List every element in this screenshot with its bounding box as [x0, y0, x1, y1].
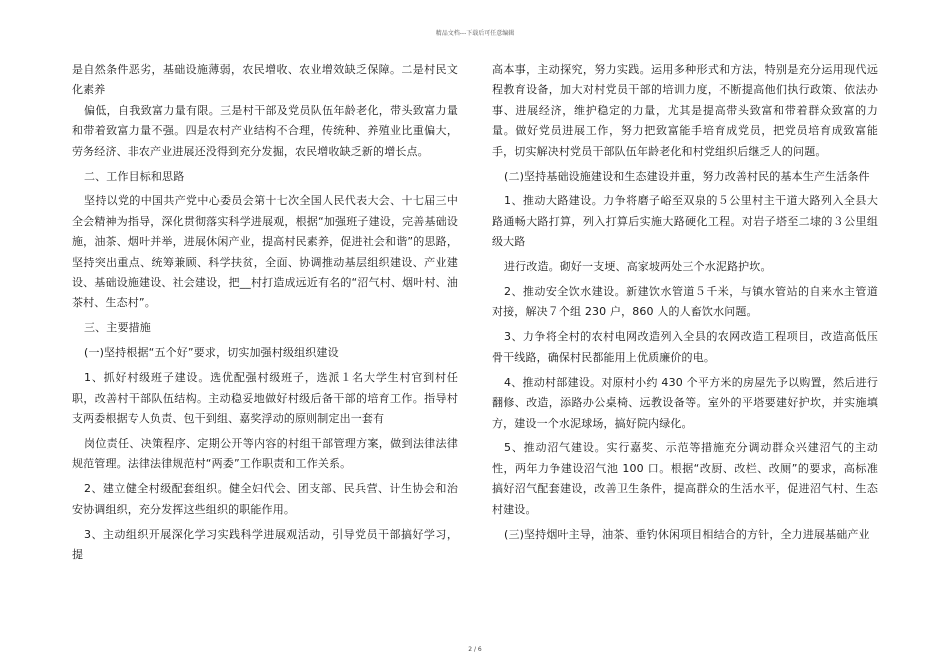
paragraph: 1、推动大路建设。力争将磨子峪至双泉的５公里村主干道大路列入全县大路通畅大路打算，列入打算后实施大路硬化工程。对岩子塔至二埭的３公里组级大路	[492, 194, 878, 249]
page-number: 2 / 6	[468, 646, 482, 653]
page-header: 精品文档---下载后可任意编辑	[435, 30, 515, 37]
paragraph: 2、建立健全村级配套组织。健全妇代会、团支部、民兵营、计生协会和治安协调组织，充分发挥这些组织的职能作用。	[72, 482, 458, 516]
paragraph: 3、力争将全村的农村电网改造列入全县的农网改造工程项目，改造高低压骨干线路，确保村民都能用上优质廉价的电。	[492, 330, 878, 364]
paragraph: 2、推动安全饮水建设。新建饮水管道５千米，与镇水管站的自来水主管道对接，解决７个组 230 户，860 人的人畜饮水问题。	[492, 285, 878, 319]
paragraph: 岗位责任、决策程序、定期公开等内容的村组干部管理方案，做到法律法律规范管理。法律法律规范村“两委”工作职责和工作关系。	[72, 436, 458, 471]
section-heading: 二、工作目标和思路	[84, 169, 185, 183]
section-heading: 三、主要措施	[84, 321, 151, 335]
paragraph: 是自然条件恶劣，基础设施薄弱，农民增收、农业增效缺乏保障。二是村民文化素养	[72, 63, 458, 97]
paragraph: 高本事，主动探究，努力实践。运用多种形式和方法，特别是充分运用现代远程教育设备，加大对村党员干部的培训力度，不断提高他们执行政策、依法办事、进展经济，维护稳定的力量，尤其是提高带头致富和带着群众致富的力量。做好党员进展工作，努力把致富能手培育成党员，把党员培育成致富能手，切实解决村党员干部队伍年龄老化和村党组织后继乏人的问题。	[492, 63, 878, 158]
paragraph: 5、推动沼气建设。实行嘉奖、示范等措施充分调动群众兴建沼气的主动性，两年力争建设沼气池 100 口。根据“改厨、改栏、改厕”的要求，高标准搞好沼气配套建设，改善卫生条件，提高群众的生活水平，促进沼气村、生态村建设。	[492, 441, 878, 516]
paragraph: 4、推动村部建设。对原村小约 430 个平方米的房屋先予以购置，然后进行翻修、改造，添路办公桌椅、远教设备等。室外的平塔要建好护坎，并实施填方，建设一个水泥球场，搞好院内绿化。	[492, 375, 878, 430]
paragraph: 坚持以党的中国共产党中心委员会第十七次全国人民代表大会、十七届三中全会精神为指导，深化贯彻落实科学进展观，根据“加强班子建设，完善基础设施，油茶、烟叶并举，进展休闲产业，提高村民素养，促进社会和谐”的思路，坚持突出重点、统筹兼顾、科学扶贫，全面、协调推动基层组织建设、产业建设、基础设施建设、社会建设，把__村打造成远近有名的“沼气村、烟叶村、油茶村、生态村”。	[72, 194, 458, 310]
subsection-heading: (二)坚持基础设施建设和生态建设并重，努力改善村民的基本生产生活条件	[504, 169, 870, 183]
paragraph: 偏低，自我致富力量有限。三是村干部及党员队伍年龄老化，带头致富力量和带着致富力量不强。四是农村产业结构不合理，传统种、养殖业比重偏大，劳务经济、非农产业进展还没得到充分发掘，农民增收缺乏新的增长点。	[72, 103, 458, 158]
paragraph: 1、抓好村级班子建设。选优配强村级班子，选派１名大学生村官到村任职，改善村干部队伍结构。主动稳妥地做好村级后备干部的培育工作。指导村支两委根据专人负责、包干到组、嘉奖浮动的原则制定出一套有	[72, 371, 458, 425]
subsection-heading: (三)坚持烟叶主导，油茶、垂钓休闲项目相结合的方针，全力进展基础产业	[504, 527, 870, 541]
subsection-heading: (一)坚持根据“五个好”要求，切实加强村级组织建设	[84, 346, 339, 360]
paragraph: 进行改造。砌好一支埂、高家坡两处三个水泥路护坎。	[504, 260, 772, 274]
left-column	[72, 60, 458, 570]
right-column	[492, 60, 878, 549]
paragraph: 3、主动组织开展深化学习实践科学进展观活动，引导党员干部搞好学习，提	[72, 527, 458, 561]
